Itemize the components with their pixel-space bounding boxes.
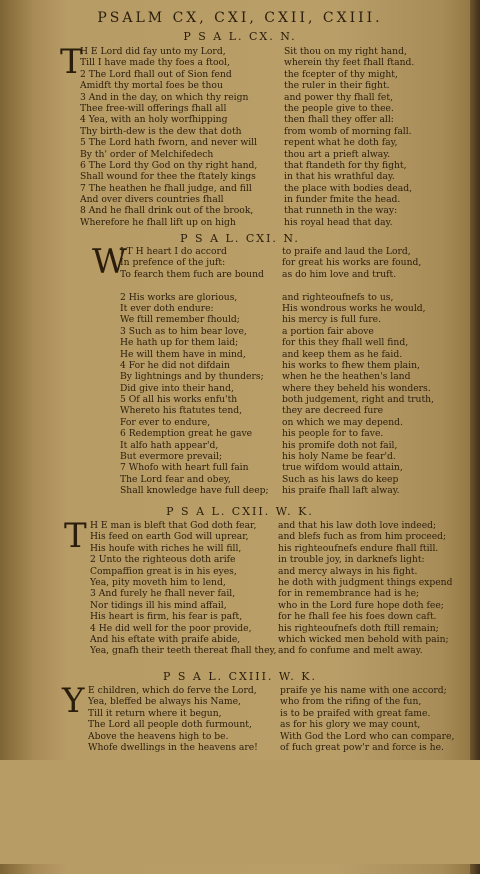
verse-line: his royal head that day. [284,216,393,228]
verse-line: In prefence of the juft: [120,257,226,269]
verse-line: his promife doth not fail, [282,439,398,451]
verse-line: 5 Of all his works enfu'th [120,394,238,406]
verse-line: Till it return where it begun, [88,707,222,719]
verse-line: for this they fhall well find, [282,337,409,349]
verse-line: praife ye his name with one accord; [280,685,447,696]
dropcap-psalm-112: T [64,516,87,556]
verse-line: Thy birth-dew is the dew that doth [80,125,242,137]
verse-line: of fuch great pow'r and force is he. [280,741,444,753]
verse-line: 3 And in the day, on which thy reign [80,91,249,103]
verse-line: H E Lord did fay unto my Lord, [80,46,226,57]
section-title-psalm-111: P S A L. CXI. N. [180,232,300,245]
verse-line: The Lord fear and obey, [120,473,231,485]
verse-line: where they beheld his wonders. [282,382,431,394]
verse-line: Nor tidings ill his mind affail, [90,599,227,611]
verse-line: his righteoufnefs doth ftill remain; [278,622,439,634]
verse-line: his righteoufnefs endure fhall ftill. [278,542,439,554]
verse-line: thou art a prieft alway. [284,148,391,160]
verse-line: Whofe dwellings in the heavens are! [88,741,258,753]
verse-line: as for his glory we may count, [280,719,421,731]
verse-line: Yea, pity moveth him to lend, [90,576,226,588]
verse-line: the fcepter of thy might, [284,68,398,80]
verse-line: who in the Lord fure hope doth fee; [278,599,444,611]
verse-line: 4 He did well for the poor provide, [90,622,252,634]
verse-line: is to be praifed with great fame. [280,707,431,719]
psalm-110-right-column [284,46,414,228]
verse-line: and power thy fhall fet, [284,91,393,103]
verse-line: His houfe with riches he will fill, [90,542,242,554]
verse-line: 4 For he did not difdain [120,359,230,371]
verse-line: for in remembrance had is he; [278,588,420,600]
verse-line: the place with bodies dead, [284,182,413,194]
section-title-psalm-110: P S A L. CX. N. [183,30,297,43]
verse-line: By th' order of Melchifedech [80,148,214,160]
verse-line: 2 Unto the righteous doth arife [90,554,236,566]
verse-line: Yea, gnafh their teeth thereat fhall they, [90,645,277,657]
psalm-112-left-column [90,520,276,657]
verse-line: repent what he doth fay, [284,137,398,149]
verse-line: which wicked men behold with pain; [278,633,449,645]
verse-line: true wifdom would attain, [282,462,403,474]
verse-line: who from the rifing of the fun, [280,696,422,708]
verse-line: wherein thy feet fhall ftand. [284,57,415,69]
verse-line: Amidft thy mortal foes be thou [80,80,223,92]
verse-line: that runneth in the way: [284,205,398,217]
blank-lower-margin [0,760,480,864]
dropcap-psalm-113: Y [62,681,85,721]
verse-line: 8 And he fhall drink out of the brook, [80,205,254,217]
verse-line: He hath up for them laid; [120,337,239,349]
verse-line: Sit thou on my right hand, [284,46,407,57]
verse-line: Whereto his ftatutes tend, [120,405,243,417]
verse-line: the people give to thee. [284,102,394,114]
verse-line: It alfo hath appear'd, [120,439,219,451]
verse-line: from womb of morning fall. [284,125,412,137]
verse-line: Such as his laws do keep [282,473,399,485]
verse-line: they are decreed fure [282,405,384,417]
verse-line: Shall knowledge have full deep; [120,485,269,497]
verse-line: 3 And furely he fhall never fail, [90,588,236,600]
verse-line: But evermore prevail; [120,451,223,463]
verse-line: To fearch them fuch are bound [120,268,264,280]
verse-line: and that his law doth love indeed; [278,520,437,531]
verse-line: E children, which do ferve the Lord, [88,685,257,696]
verse-line: 2 The Lord fhall out of Sion fend [80,68,232,80]
verse-line: a portion fair above [282,325,374,337]
verse-line: And his eftate with praife abide, [90,633,241,645]
verse-line: Compaffion great is in his eyes, [90,565,237,577]
verse-line: With God the Lord who can compare, [280,730,455,742]
verse-line: that ftandeth for thy fight, [284,159,407,171]
verse-line: 5 The Lord hath fworn, and never will [80,137,258,149]
verse-line: his works to fhew them plain, [282,359,420,371]
verse-line: then fhall they offer all: [284,114,394,126]
verse-line: Thee free-will offerings fhall all [80,102,227,114]
verse-line [120,280,269,291]
psalm-113-left-column [88,685,258,753]
verse-line: I T H heart I do accord [120,246,227,257]
psalm-111-left-column [120,246,269,497]
psalm-112-right-column [278,520,452,657]
verse-line: Shall wound for thee the ftately kings [80,171,256,183]
verse-line: his mercy is full fure. [282,314,382,326]
section-title-psalm-113: P S A L. CXIII. W. K. [162,670,318,683]
verse-line: 6 Redemption great he gave [120,428,253,440]
verse-line: and mercy always in his fight. [278,565,418,577]
psalm-110-left-column [80,46,257,228]
dropcap-psalm-111: W [92,242,127,282]
dropcap-psalm-110: T [60,42,83,82]
verse-line: Yea, bleffed be always his Name, [88,696,241,708]
verse-line: his praife fhall laft alway. [282,485,400,497]
verse-line: both judgement, right and truth, [282,394,434,406]
verse-line: Wherefore he fhall lift up on high [80,216,236,228]
verse-line: H E man is bleft that God doth fear, [90,520,257,531]
verse-line: 2 His works are glorious, [120,291,238,303]
verse-line: for he fhall fee his foes down caft. [278,611,437,623]
verse-line: And over divers countries fhall [80,194,224,206]
verse-line: 6 The Lord thy God on thy right hand, [80,159,258,171]
verse-line: as do him love and truft. [282,268,397,280]
verse-line: his people for to fave. [282,428,384,440]
verse-line: His heart is firm, his fear is paft, [90,611,243,623]
verse-line: 3 Such as to him bear love, [120,325,247,337]
verse-line: For ever to endure, [120,416,211,428]
verse-line: in that his wrathful day. [284,171,395,183]
verse-line: when he the heathen's land [282,371,411,383]
verse-line: and blefs fuch as from him proceed; [278,531,447,543]
verse-line: 7 The heathen he fhall judge, and fill [80,182,252,194]
verse-line [282,280,434,291]
page-spine-shadow [470,0,480,874]
psalm-111-right-column [282,246,434,497]
verse-line: 4 Yea, with an holy worfhipping [80,114,228,126]
verse-line: His feed on earth God will uprear, [90,531,249,543]
verse-line: in funder fmite the head. [284,194,401,206]
verse-line: Till I have made thy foes a ftool, [80,57,230,69]
verse-line: Did give into their hand, [120,382,234,394]
verse-line: His wondrous works he would, [282,302,426,314]
section-title-psalm-112: P S A L. CXII. W. K. [166,505,314,518]
verse-line: Above the heavens high to be. [88,730,229,742]
verse-line: 7 Whofo with heart full fain [120,462,249,474]
running-head: PSALM CX, CXI, CXII, CXIII. [97,10,383,26]
verse-line: We ftill remember fhould; [120,314,240,326]
verse-line: He will them have in mind, [120,348,246,360]
verse-line: his holy Name be fear'd. [282,451,396,463]
verse-line: for great his works are found, [282,257,422,269]
verse-line: he doth with judgment things expend [278,576,453,588]
verse-line: By lightnings and by thunders; [120,371,264,383]
verse-line: in trouble joy, in darknefs light: [278,554,425,566]
verse-line: the ruler in their fight. [284,80,390,92]
verse-line: and keep them as he faid. [282,348,403,360]
verse-line: and righteoufnefs to us, [282,291,394,303]
verse-line: The Lord all people doth furmount, [88,719,252,731]
psalm-113-right-column [280,685,454,753]
verse-line: on which we may depend. [282,416,403,428]
verse-line: and fo confume and melt away. [278,645,423,657]
verse-line: to praife and laud the Lord, [282,246,411,257]
verse-line: It ever doth endure: [120,302,214,314]
